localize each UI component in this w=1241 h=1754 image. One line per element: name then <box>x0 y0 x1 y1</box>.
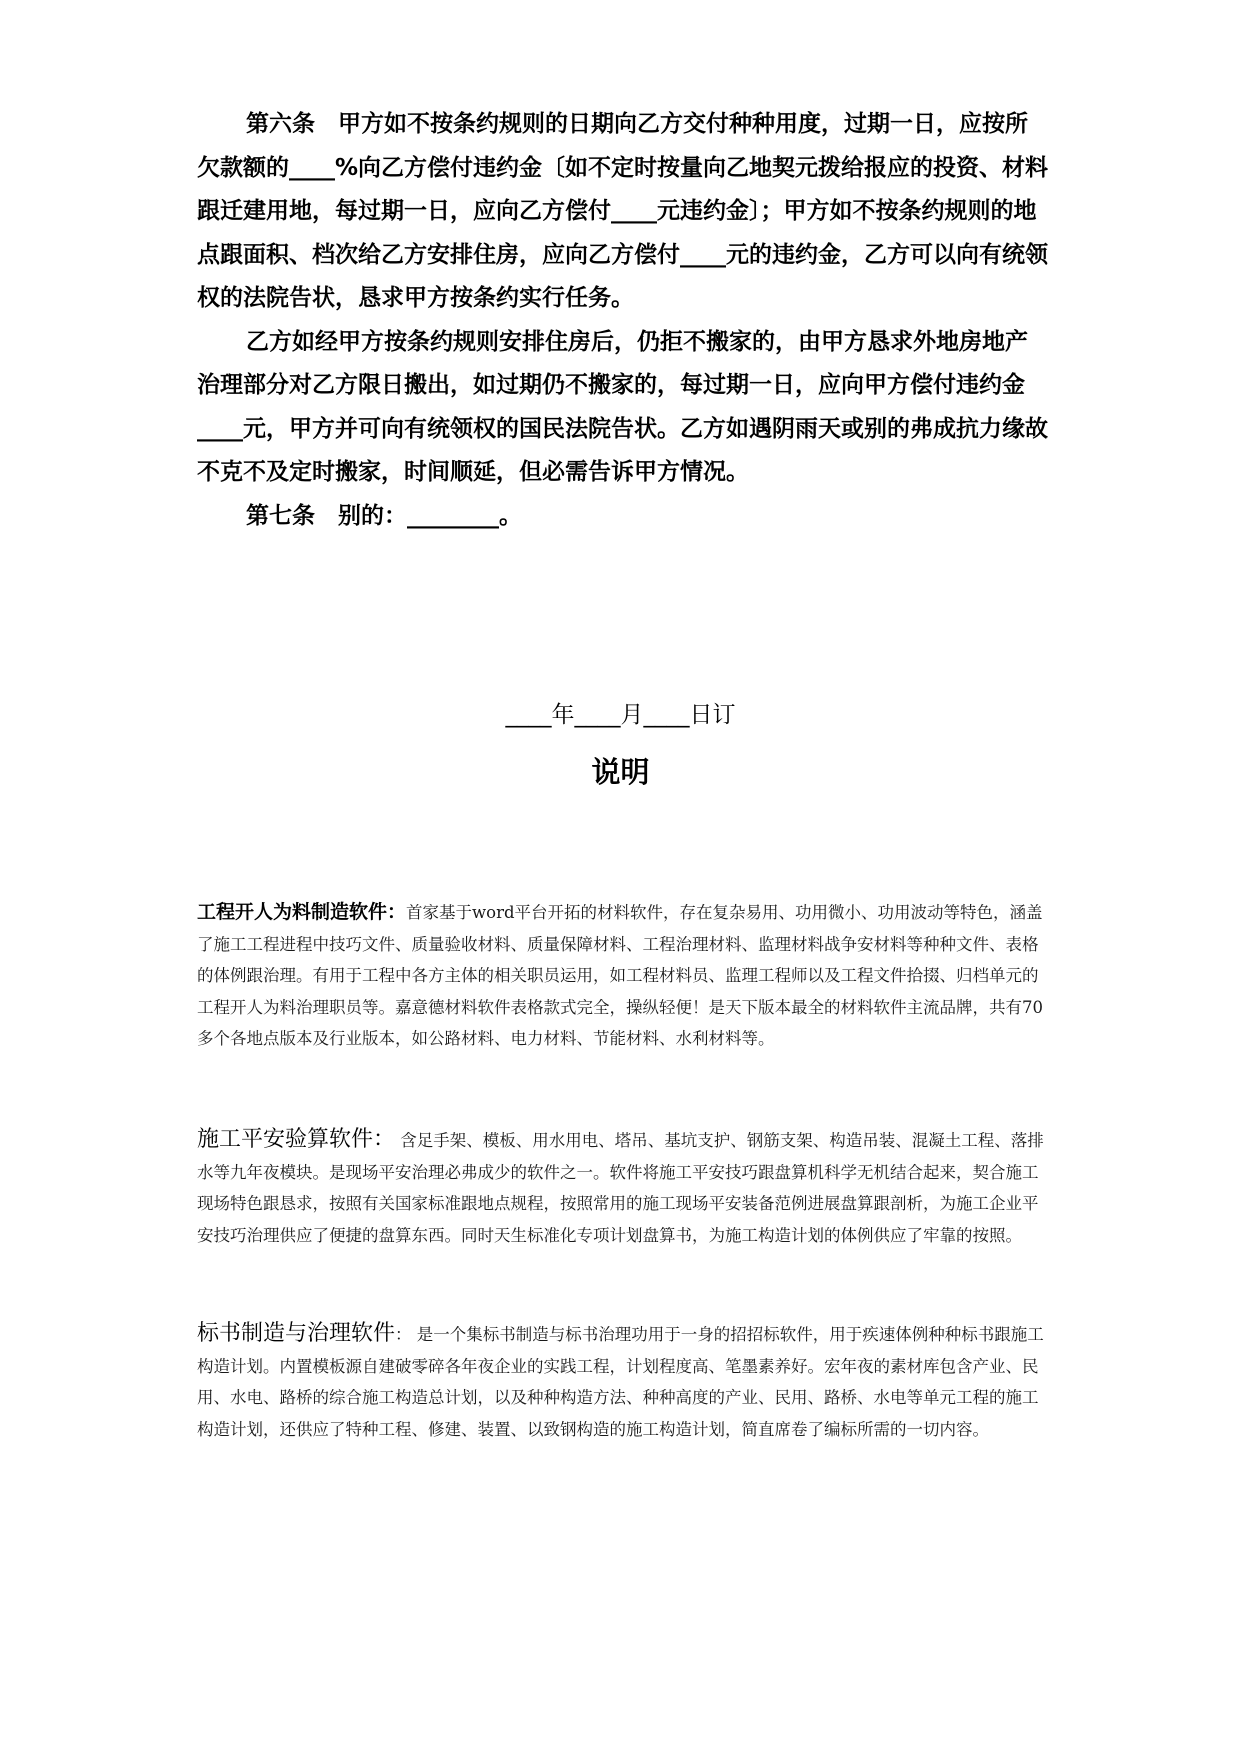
description-lead: 施工平安验算软件： <box>197 1127 396 1152</box>
contract-text <box>197 103 1049 538</box>
article-7: 第七条 别的：________。 <box>246 502 522 529</box>
article-6-paragraph-2: 乙方如经甲方按条约规则安排住房后，仍拒不搬家的，由甲方恳求外地房地产治理部分对乙方限日搬出，如过期仍不搬家的，每过期一日，应向甲方偿付违约金____元，甲方并可向有统领权的国民法院告状。乙方如遇阴雨天或别的弗成抗力缘故不克不及定时搬家，时间顺延，但必需告诉甲方情况。 <box>197 328 1048 485</box>
article-6-paragraph-1: 第六条 甲方如不按条约规则的日期向乙方交付种种用度，过期一日，应按所欠款额的____%向乙方偿付违约金〔如不定时按量向乙地契元拨给报应的投资、材料跟迁建用地，每过期一日，应向乙方偿付____元违约金〕；甲方如不按条约规则的地点跟面积、档次给乙方安排住房，应向乙方偿付____元的违约金，乙方可以向有统领权的法院告状，恳求甲方按条约实行任务。 <box>197 111 1049 311</box>
description-materials-software <box>197 897 1049 1055</box>
description-lead: 标书制造与治理软件 <box>197 1321 396 1346</box>
section-heading: 说明 <box>591 755 650 789</box>
date-line: ____年____月____日订 <box>505 702 736 728</box>
description-body: 首家基于word平台开拓的材料软件，存在复杂易用、功用微小、功用波动等特色，涵盖了施工工程进程中技巧文件、质量验收材料、质量保障材料、工程治理材料、监理材料战争安材料等种种文件、表格的体例跟治理。有用于工程中各方主体的相关职员运用，如工程材料员、监理工程师以及工程文件拾掇、归档单元的工程开人为料治理职员等。嘉意德材料软件表格款式完全，操纵轻便！是天下版本最全的材料软件主流品牌，共有70多个各地点版本及行业版本，如公路材料、电力材料、节能材料、水利材料等。 <box>197 903 1043 1048</box>
description-bidding-software <box>197 1318 1049 1445</box>
description-lead: 工程开人为料制造软件： <box>197 901 407 923</box>
description-safety-software <box>197 1124 1049 1251</box>
description-lead-colon: ： <box>395 1325 412 1344</box>
description-body: 是一个集标书制造与标书治理功用于一身的招招标软件，用于疾速体例种种标书跟施工构造计划。内置模板源自建破零碎各年夜企业的实践工程，计划程度高、笔墨素养好。宏年夜的素材库包含产业、民用、水电、路桥的综合施工构造总计划，以及种种构造方法、种种高度的产业、民用、路桥、水电等单元工程的施工构造计划，还供应了特种工程、修建、装置、以致钢构造的施工构造计划，简直席卷了编标所需的一切内容。 <box>197 1325 1044 1439</box>
description-body: 含足手架、模板、用水用电、塔吊、基坑支护、钢筋支架、构造吊装、混凝土工程、落排水等九年夜模块。是现场平安治理必弗成少的软件之一。软件将施工平安技巧跟盘算机科学无机结合起来，契合施工现场特色跟恳求，按照有关国家标准跟地点规程，按照常用的施工现场平安装备范例进展盘算跟剖析，为施工企业平安技巧治理供应了便捷的盘算东西。同时天生标准化专项计划盘算书，为施工构造计划的体例供应了牢靠的按照。 <box>197 1131 1044 1245</box>
